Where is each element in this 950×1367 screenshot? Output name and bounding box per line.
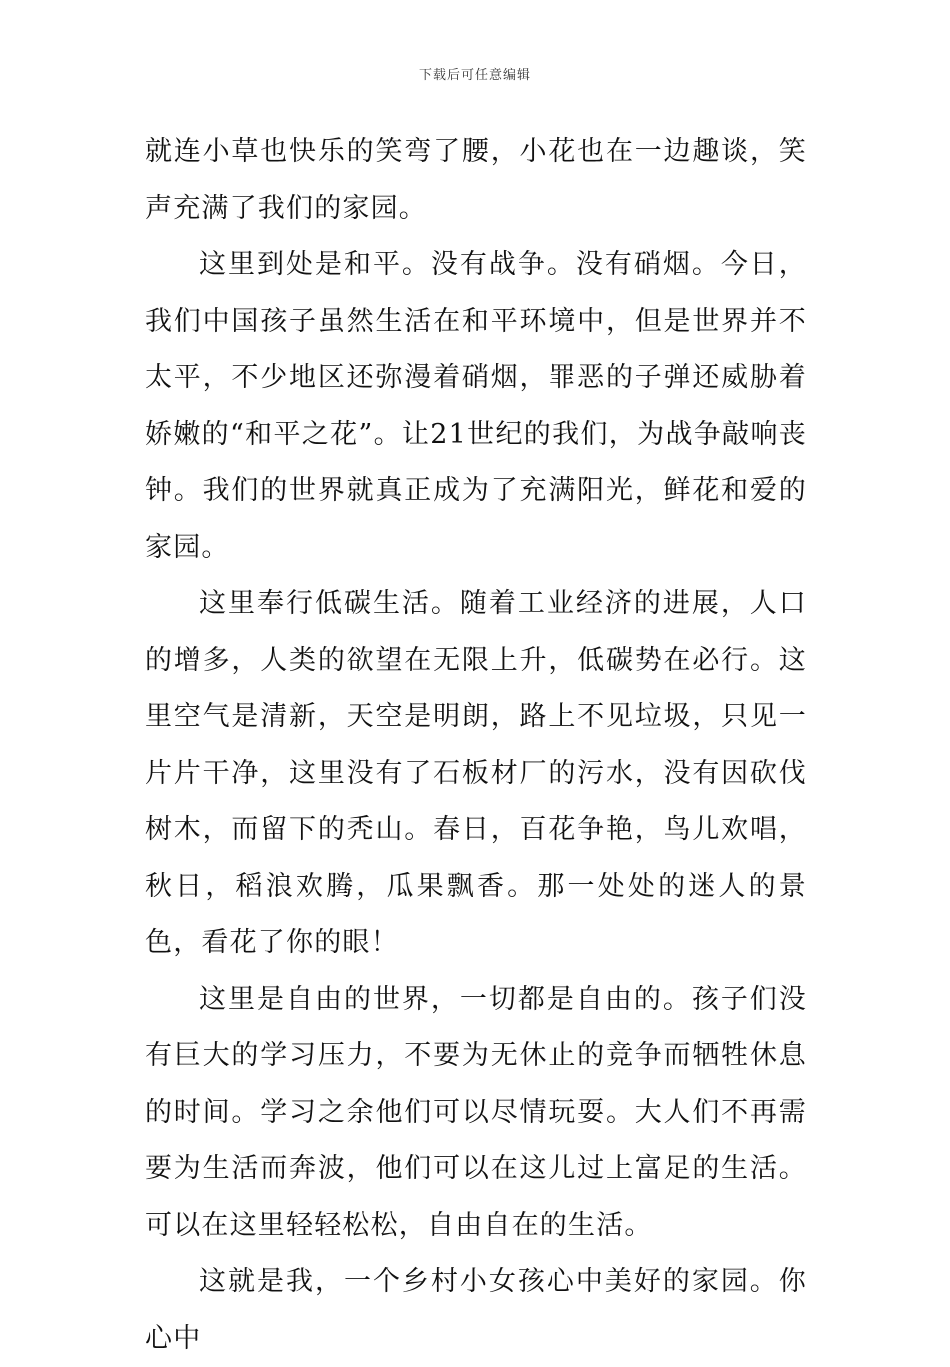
paragraph-3: 这里奉行低碳生活。随着工业经济的进展，人口的增多，人类的欲望在无限上升，低碳势在必行。这里空气是清新，天空是明朗，路上不见垃圾，只见一片片干净，这里没有了石板材厂的污水，没有因砍伐树木，而留下的秃山。春日，百花争艳，鸟儿欢唱，秋日，稻浪欢腾，瓜果飘香。那一处处的迷人的景色，看花了你的眼！ bbox=[145, 588, 807, 958]
paragraph-2: 这里到处是和平。没有战争。没有硝烟。今日，我们中国孩子虽然生活在和平环境中，但是世界并不太平，不少地区还弥漫着硝烟，罪恶的子弹还威胁着娇嫩的“和平之花”。让21世纪的我们，为战争敲响丧钟。我们的世界就真正成为了充满阳光，鲜花和爱的家园。 bbox=[145, 249, 807, 563]
paragraph-4: 这里是自由的世界，一切都是自由的。孩子们没有巨大的学习压力，不要为无休止的竞争而牺牲休息的时间。学习之余他们可以尽情玩耍。大人们不再需要为生活而奔波，他们可以在这儿过上富足的生活。可以在这里轻轻松松，自由自在的生活。 bbox=[145, 983, 807, 1241]
paragraph-5: 这就是我，一个乡村小女孩心中美好的家园。你心中 bbox=[145, 1266, 807, 1354]
paragraph-1: 就连小草也快乐的笑弯了腰，小花也在一边趣谈，笑声充满了我们的家园。 bbox=[145, 136, 807, 224]
page-header: 下载后可任意编辑 bbox=[418, 68, 531, 83]
document-body bbox=[145, 124, 807, 1367]
